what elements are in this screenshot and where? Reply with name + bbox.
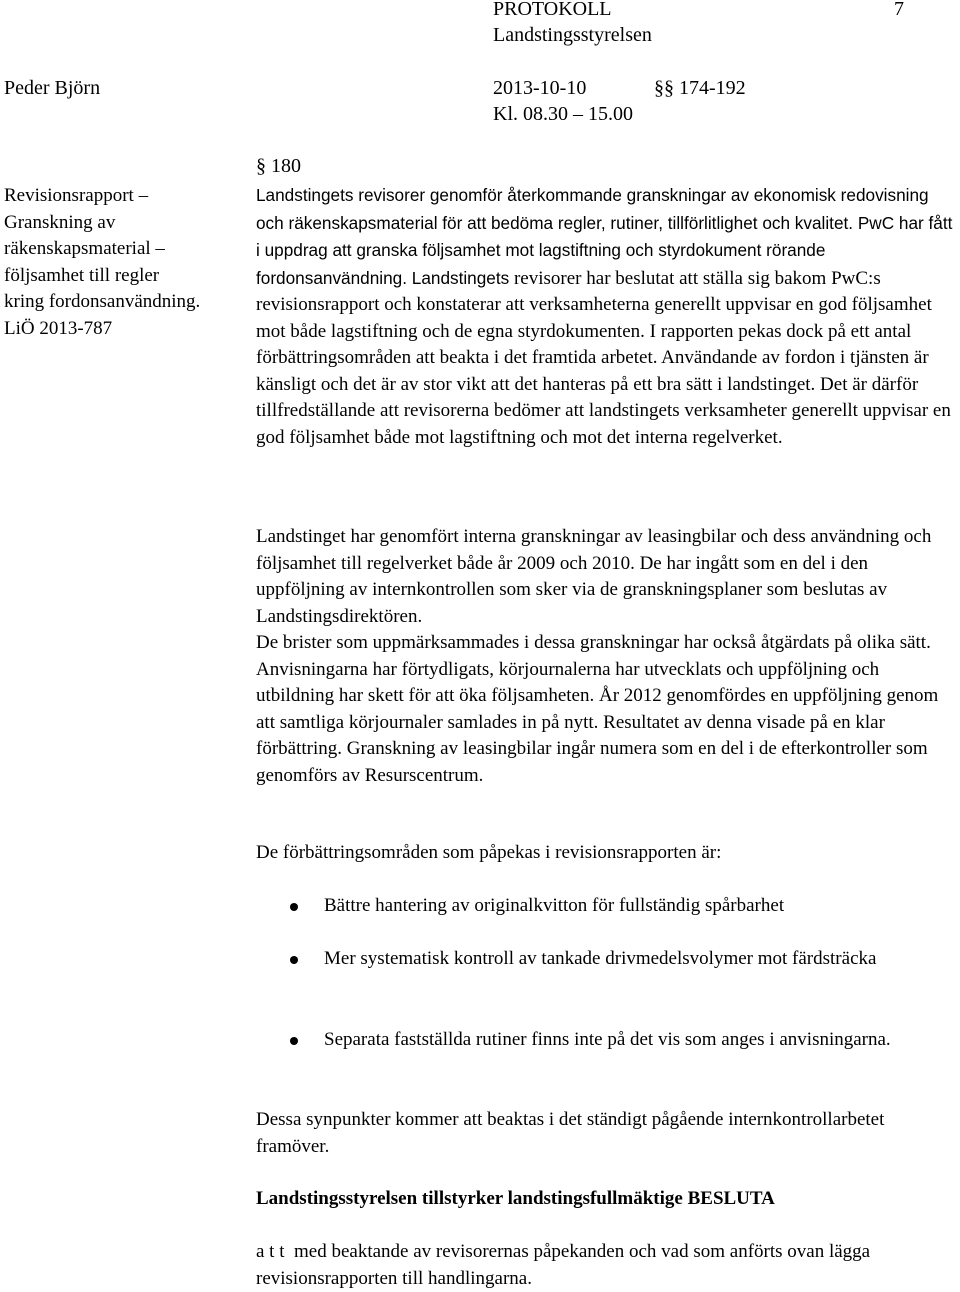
list-intro-text: De förbättringsområden som påpekas i revisionsrapporten är:	[256, 842, 722, 863]
body-paragraph-1-serif: revisorer har beslutat att ställa sig bakom PwC:s revisionsrapport och konstaterar att verksamheterna generellt uppvisar en god följsamhet mot både lagstiftning och de egna styrdokumenten. I rapporten pekas dock på ett antal förbättringsområden att beakta i det framtida arbetet. Användande av fordon i tjänsten är känsligt och det är av stor vikt att det hanteras på ett bra sätt i landstinget. Det är därför tillfredställande att revisorerna bedömer att landstingets verksamheter generellt uppvisar en god följsamhet både mot lagstiftning och mot det interna regelverket.	[256, 267, 951, 448]
body-paragraph-1	[256, 182, 956, 451]
list-item: Bättre hantering av originalkvitton för fullständig spårbarhet	[256, 893, 956, 920]
decision-text	[256, 1239, 956, 1292]
margin-title-line: kring fordonsanvändning.	[4, 291, 201, 312]
margin-title-line: följsamhet till regler	[4, 264, 160, 286]
improvement-list	[256, 1027, 956, 1054]
bullet-icon	[290, 956, 298, 964]
improvement-list	[256, 946, 956, 973]
organization-name: Landstingsstyrelsen	[493, 24, 652, 46]
decision-text-body: a t t med beaktande av revisorernas påpekanden och vad som anförts ovan lägga revisionsrapporten till handlingarna.	[256, 1241, 875, 1289]
bullet-icon	[290, 903, 298, 911]
meeting-time: Kl. 08.30 – 15.00	[493, 103, 633, 125]
margin-title	[4, 183, 254, 342]
margin-title-line: räkenskapsmaterial –	[4, 238, 165, 259]
body-paragraph-2	[256, 524, 956, 630]
decision-heading: Landstingsstyrelsen tillstyrker landstingsfullmäktige BESLUTA	[256, 1188, 775, 1209]
body-paragraph-1-sans: Landstingets revisorer genomför återkommande granskningar av ekonomisk redovisning och räkenskapsmaterial för att bedöma regler, rutiner, tillförlitlighet och kvalitet. PwC har fått i uppdrag att granska följsamhet mot lagstiftning och styrdokument rörande fordonsanvändning. Landstingets	[256, 185, 953, 288]
body-paragraph-2-text: Landstinget har genomfört interna granskningar av leasingbilar och dess användning och följsamhet till regelverket både år 2009 och 2010. De har ingått som en del i den uppföljning av internkontrollen som sker via de granskningsplaner som beslutas av Landstingsdirektören.	[256, 526, 932, 627]
meeting-date: 2013-10-10	[493, 77, 587, 99]
document-type: PROTOKOLL	[493, 0, 612, 20]
margin-title-line: Granskning av	[4, 211, 116, 233]
body-paragraph-3-text: De brister som uppmärksammades i dessa granskningar har också åtgärdats på olika sätt. Anvisningarna har förtydligats, körjournalerna har utvecklats och uppföljning och utbildning har skett för att öka följsamheten. År 2012 genomfördes en uppföljning genom att samtliga körjournaler samlades in på nytt. Resultatet av denna visade på en klar förbättring. Granskning av leasingbilar ingår numera som en del i de efterkontroller som genomförs av Resurscentrum.	[256, 632, 939, 786]
signer-name: Peder Björn	[4, 77, 101, 99]
body-paragraph-3	[256, 630, 956, 789]
list-intro	[256, 840, 956, 867]
case-number: LiÖ 2013-787	[4, 317, 113, 339]
list-item: Mer systematisk kontroll av tankade drivmedelsvolymer mot färdsträcka	[256, 946, 956, 973]
body-paragraph-4-text: Dessa synpunkter kommer att beaktas i det ständigt pågående internkontrollarbetet framöver.	[256, 1109, 885, 1157]
paragraph-range: §§ 174-192	[654, 77, 746, 99]
bullet-icon	[290, 1037, 298, 1045]
margin-title-line: Revisionsrapport –	[4, 185, 149, 206]
paragraph-number: § 180	[256, 155, 301, 177]
list-item: Separata fastställda rutiner finns inte på det vis som anges i anvisningarna.	[256, 1027, 956, 1054]
body-paragraph-4	[256, 1107, 956, 1160]
page-number: 7	[894, 0, 904, 20]
improvement-list	[256, 893, 956, 920]
